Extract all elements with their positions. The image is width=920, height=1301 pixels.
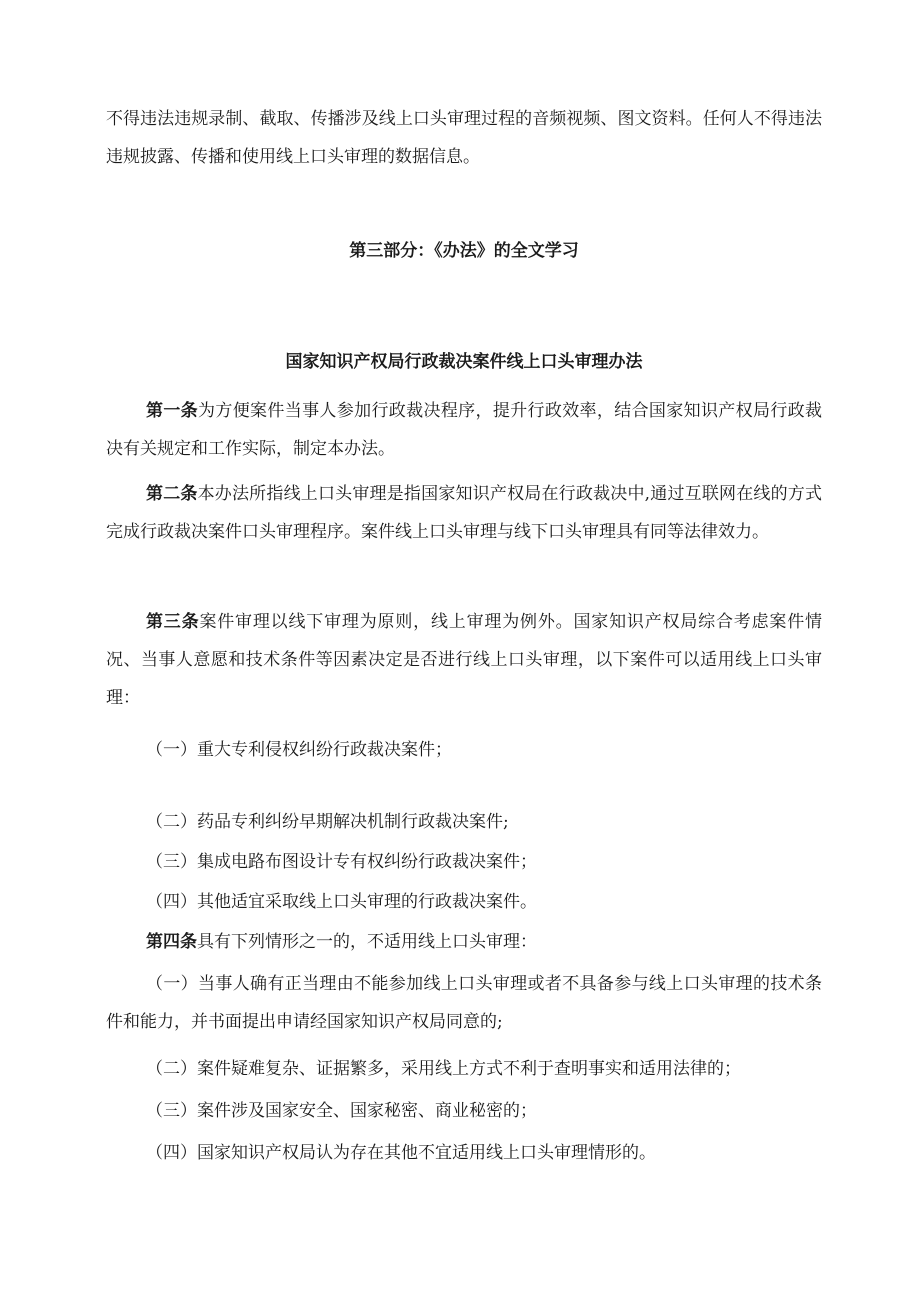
article-4-text: 具有下列情形之一的，不适用线上口头审理： — [197, 932, 537, 952]
article-3-text: 案件审理以线下审理为原则，线上审理为例外。国家知识产权局综合考虑案件情况、当事人意愿和技术条件等因素决定是否进行线上口头审理，以下案件可以适用线上口头审理： — [106, 612, 823, 708]
article-1-lead: 第一条 — [146, 401, 199, 421]
article-2 — [106, 475, 822, 551]
article-4-item-4: （四）国家知识产权局认为存在其他不宜适用线上口头审理情形的。 — [146, 1143, 656, 1163]
article-3-lead: 第三条 — [146, 612, 200, 632]
article-4-item-3: （三）案件涉及国家安全、国家秘密、商业秘密的； — [146, 1101, 537, 1121]
article-4 — [106, 923, 822, 961]
article-3-item-1: （一）重大专利侵权纠纷行政裁决案件； — [146, 740, 452, 760]
article-1-text: 为方便案件当事人参加行政裁决程序，提升行政效率，结合国家知识产权局行政裁决有关规定和工作实际，制定本办法。 — [106, 401, 823, 459]
intro-paragraph: 不得违法违规录制、截取、传播涉及线上口头审理过程的音频视频、图文资料。任何人不得违法违规披露、传播和使用线上口头审理的数据信息。 — [106, 109, 822, 167]
document-title: 国家知识产权局行政裁决案件线上口头审理办法 — [285, 352, 643, 372]
article-3-item-4: （四）其他适宜采取线上口头审理的行政裁决案件。 — [146, 892, 537, 912]
article-4-lead: 第四条 — [146, 932, 197, 952]
article-3-item-3: （三）集成电路布图设计专有权纠纷行政裁决案件； — [146, 852, 537, 872]
article-1 — [106, 392, 822, 468]
article-4-item-2: （二）案件疑难复杂、证据繁多，采用线上方式不利于查明事实和适用法律的； — [146, 1059, 741, 1079]
article-4-item-1: （一）当事人确有正当理由不能参加线上口头审理或者不具备参与线上口头审理的技术条件和能力，并书面提出申请经国家知识产权局同意的; — [106, 974, 822, 1032]
article-3 — [106, 603, 822, 717]
section-heading: 第三部分：《办法》的全文学习 — [349, 241, 579, 261]
article-3-item-2: （二）药品专利纠纷早期解决机制行政裁决案件; — [146, 812, 509, 832]
article-2-text: 本办法所指线上口头审理是指国家知识产权局在行政裁决中,通过互联网在线的方式完成行政裁决案件口头审理程序。案件线上口头审理与线下口头审理具有同等法律效力。 — [106, 484, 823, 542]
article-2-lead: 第二条 — [146, 484, 198, 504]
